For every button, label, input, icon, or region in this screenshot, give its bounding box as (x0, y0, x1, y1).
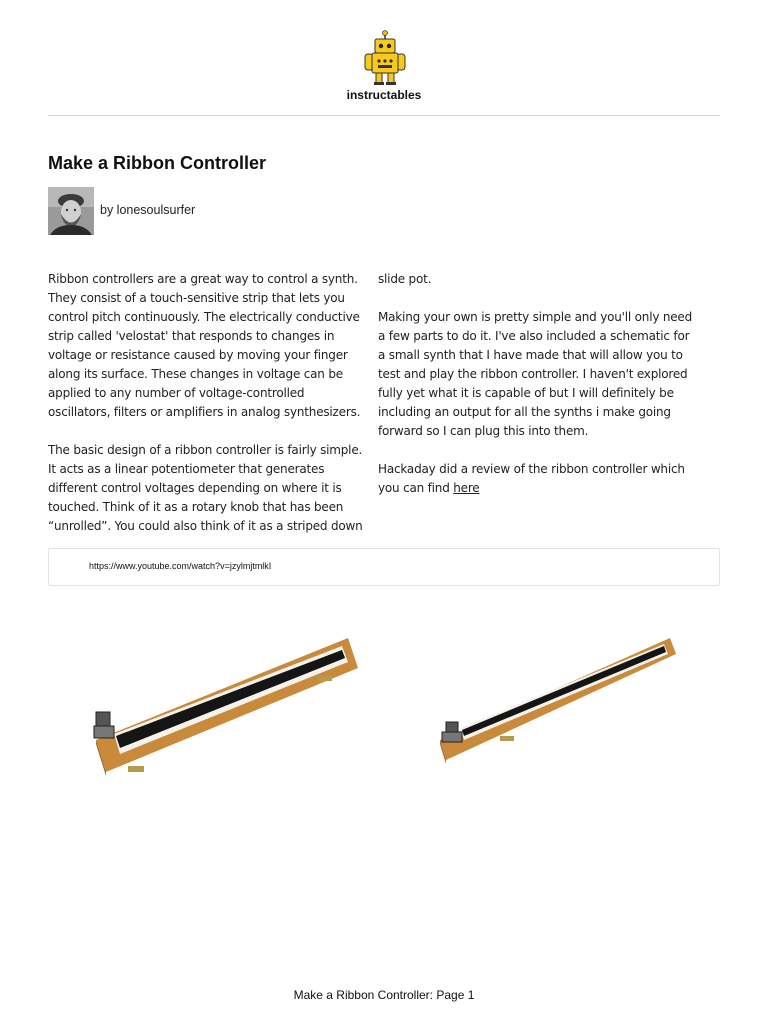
brand-name[interactable]: instructables (346, 88, 422, 102)
author-byline[interactable]: by lonesoulsurfer (100, 203, 196, 217)
author-avatar[interactable] (48, 187, 94, 235)
hackaday-review-link[interactable]: here (453, 481, 480, 495)
page-header (0, 0, 768, 116)
paragraph: The basic design of a ribbon controller is fairly simple. It acts as a linear potentiometer that generates different control voltages depending on where it is touched. Think of it as a rotary knob that has been “unrolled”. You could also think of it as a striped down (48, 443, 363, 533)
video-embed[interactable] (48, 548, 720, 586)
paragraph-text: Hackaday did a review of the ribbon controller which you can find (378, 462, 685, 495)
video-url[interactable]: https://www.youtube.com/watch?v=jzylmjtmlkI (89, 561, 272, 571)
ribbon-controller-photo-1 (80, 608, 384, 822)
ribbon-controller-photo-2 (420, 608, 688, 768)
paragraph: Making your own is pretty simple and you'll only need a few parts to do it. I've also included a schematic for a small synth that I have made that will allow you to test and play the ribbon controller. I haven't explored fully yet what it is capable of but I will definitely be including an output for all the synths i make going forward so I can plug this into them. (378, 310, 693, 438)
paragraph: slide pot. (378, 272, 432, 286)
paragraph (378, 460, 696, 498)
article-column-right (378, 270, 696, 517)
header-divider (48, 115, 720, 116)
article-title: Make a Ribbon Controller (48, 153, 267, 173)
instructables-robot-logo-icon[interactable] (362, 30, 408, 86)
article-column-left (48, 270, 366, 555)
page-footer: Make a Ribbon Controller: Page 1 (293, 988, 475, 1002)
paragraph: Ribbon controllers are a great way to control a synth. They consist of a touch-sensitive strip that lets you control pitch continuously. The electrically conductive strip called 'velostat' that responds to changes in voltage or resistance caused by moving your finger along its surface. These changes in voltage can be applied to any number of voltage-controlled oscillators, filters or amplifiers in analog synthesizers. (48, 272, 361, 419)
